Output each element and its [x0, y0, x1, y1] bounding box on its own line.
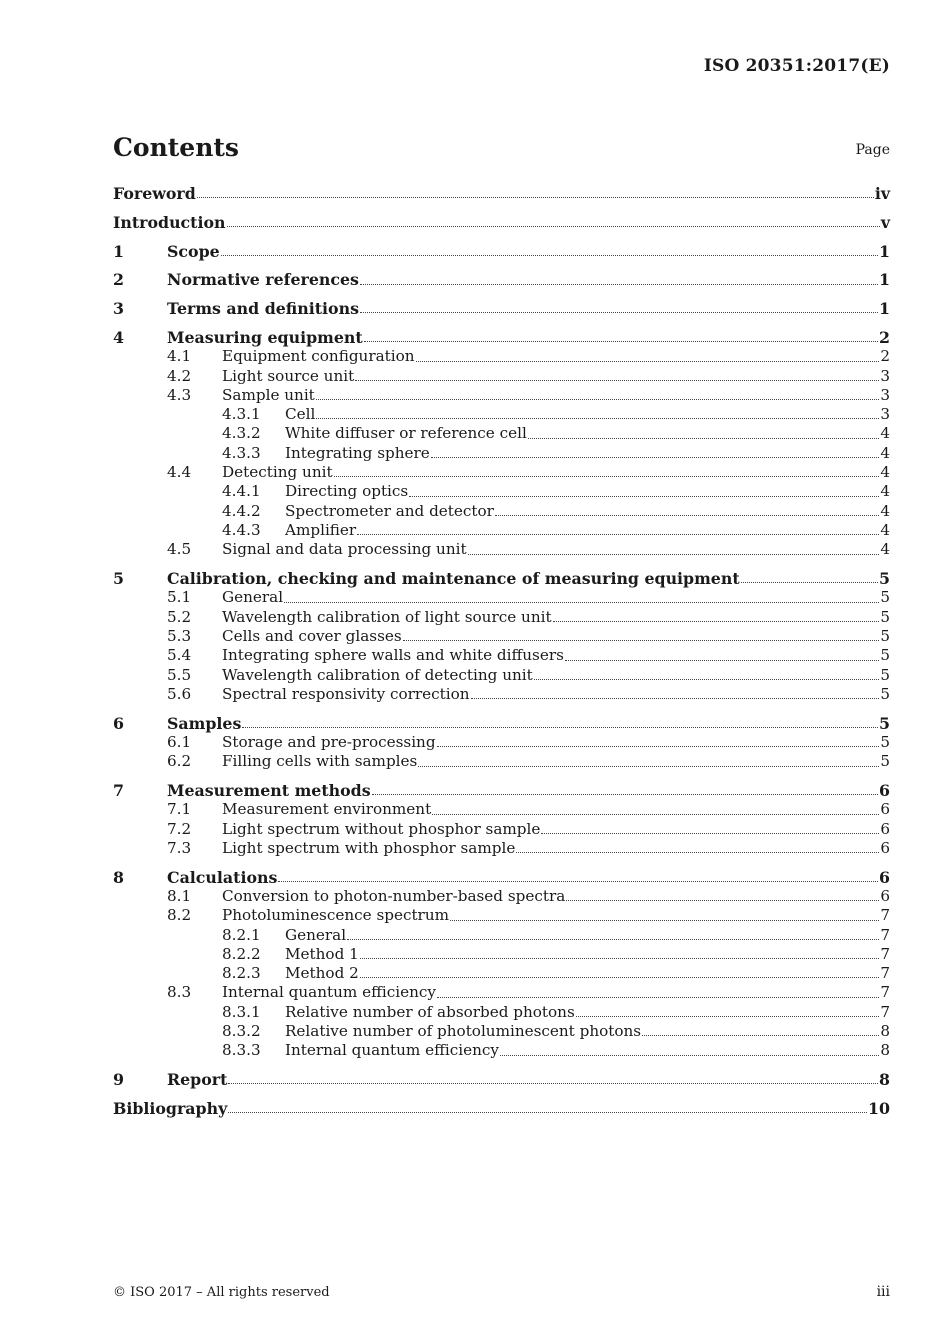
toc-entry-title: Wavelength calibration of light source unit: [222, 607, 552, 626]
toc-entry-page: 8: [880, 1022, 890, 1041]
toc-entry[interactable]: [113, 983, 890, 1002]
toc-entry-page: 5: [880, 588, 890, 607]
dot-leader: [347, 939, 879, 940]
toc-entry-page: 6: [880, 887, 890, 905]
toc-entry-title: Internal quantum efficiency: [285, 1041, 499, 1060]
toc-entry-page: 7: [880, 944, 890, 963]
dot-leader: [741, 582, 878, 583]
toc-entry[interactable]: [113, 945, 890, 964]
toc-entry-number: 6: [113, 713, 124, 733]
toc-entry-title: Storage and pre-processing: [222, 732, 436, 751]
toc-entry-title: Calculations: [167, 867, 278, 887]
toc-entry-page: 5: [879, 713, 890, 733]
toc-entry-number: 6.1: [167, 732, 192, 751]
toc-entry-page: 1: [879, 299, 890, 319]
toc-entry-title: Equipment configuration: [222, 347, 415, 366]
dot-leader: [576, 1016, 880, 1017]
toc-entry-title: Terms and definitions: [167, 299, 359, 319]
toc-entry-page: 6: [880, 838, 890, 857]
toc-entry-page: 8: [880, 1041, 890, 1060]
toc-entry[interactable]: [113, 685, 890, 704]
dot-leader: [500, 1055, 879, 1056]
toc-entry-page: 4: [880, 520, 890, 539]
dot-leader: [642, 1035, 879, 1036]
table-of-contents: [113, 184, 890, 1118]
toc-entry[interactable]: [113, 1099, 890, 1118]
dot-leader: [566, 900, 879, 901]
toc-entry-title: Scope: [167, 241, 220, 261]
toc-entry-title: Integrating sphere walls and white diffusers: [222, 646, 564, 665]
toc-entry-number: 4.4: [167, 463, 192, 482]
dot-leader: [228, 1083, 878, 1084]
toc-entry[interactable]: [113, 627, 890, 646]
toc-entry[interactable]: [113, 424, 890, 443]
toc-entry-page: v: [880, 212, 890, 232]
toc-entry[interactable]: [113, 367, 890, 386]
dot-leader: [432, 814, 879, 815]
toc-entry-number: 4.3: [167, 385, 192, 404]
toc-entry[interactable]: [113, 752, 890, 771]
toc-entry-number: 3: [113, 299, 124, 319]
toc-entry[interactable]: [113, 714, 890, 733]
toc-entry[interactable]: [113, 646, 890, 665]
dot-leader: [284, 602, 879, 603]
toc-entry-title: Spectral responsivity correction: [222, 684, 470, 703]
toc-entry-number: 8.2.1: [222, 925, 261, 944]
dot-leader: [227, 226, 880, 227]
toc-entry-number: 7.3: [167, 838, 192, 857]
toc-entry[interactable]: [113, 733, 890, 752]
toc-entry-title: Normative references: [167, 270, 359, 290]
toc-entry-title: Samples: [167, 713, 242, 733]
dot-leader: [431, 457, 880, 458]
dot-leader: [409, 496, 879, 497]
toc-entry-title: Method 2: [285, 964, 359, 983]
toc-entry-page: 6: [880, 800, 890, 819]
toc-entry[interactable]: [113, 906, 890, 925]
toc-entry-title: Bibliography: [113, 1098, 228, 1118]
toc-entry[interactable]: [113, 405, 890, 424]
toc-entry-number: 5: [113, 569, 124, 589]
dot-leader: [468, 554, 880, 555]
toc-entry-page: 1: [879, 270, 890, 290]
dot-leader: [437, 746, 880, 747]
toc-entry-page: 6: [880, 819, 890, 838]
toc-entry-title: Relative number of absorbed photons: [285, 1002, 575, 1021]
toc-entry-page: 3: [880, 405, 890, 424]
dot-leader: [360, 977, 880, 978]
dot-leader: [495, 515, 879, 516]
toc-entry-title: Filling cells with samples: [222, 752, 418, 771]
toc-entry-number: 5.5: [167, 665, 192, 684]
toc-entry-number: 5.2: [167, 607, 192, 626]
toc-entry-number: 4.3.2: [222, 424, 261, 443]
document-id: ISO 20351:2017(E): [703, 56, 890, 76]
toc-entry-page: 4: [880, 424, 890, 443]
toc-entry-page: 8: [879, 1070, 890, 1090]
toc-entry-title: Calibration, checking and maintenance of measuring equipment: [167, 569, 740, 589]
toc-entry-number: 4.3.1: [222, 405, 261, 424]
toc-entry[interactable]: [113, 482, 890, 501]
toc-entry[interactable]: [113, 184, 890, 203]
toc-entry-number: 4.4.3: [222, 520, 261, 539]
toc-entry-title: Measuring equipment: [167, 327, 363, 347]
copyright-notice: © ISO 2017 – All rights reserved: [113, 1285, 330, 1300]
toc-entry-title: Light spectrum with phosphor sample: [222, 838, 516, 857]
toc-entry-title: Detecting unit: [222, 463, 333, 482]
toc-entry-page: 5: [880, 752, 890, 771]
toc-entry-title: Directing optics: [285, 482, 409, 501]
toc-entry-number: 7.1: [167, 800, 192, 819]
toc-entry-page: 7: [880, 983, 890, 1002]
toc-entry[interactable]: [113, 588, 890, 607]
toc-entry-number: 8.3.1: [222, 1002, 261, 1021]
dot-leader: [553, 621, 880, 622]
toc-entry[interactable]: [113, 1041, 890, 1060]
toc-entry-page: 3: [880, 385, 890, 404]
toc-entry-number: 8.2.3: [222, 964, 261, 983]
dot-leader: [372, 794, 878, 795]
toc-entry-title: Cell: [285, 405, 316, 424]
toc-entry-page: 6: [879, 781, 890, 801]
toc-entry-number: 5.1: [167, 588, 192, 607]
toc-entry-number: 8.1: [167, 887, 192, 905]
toc-entry-page: 4: [880, 540, 890, 559]
dot-leader: [197, 197, 874, 198]
toc-entry-title: White diffuser or reference cell: [285, 424, 527, 443]
toc-entry-number: 5.6: [167, 684, 192, 703]
toc-entry-number: 1: [113, 241, 124, 261]
dot-leader: [357, 534, 879, 535]
dot-leader: [403, 640, 880, 641]
dot-leader: [316, 418, 879, 419]
toc-entry-page: 6: [879, 867, 890, 887]
toc-entry-title: Method 1: [285, 944, 359, 963]
toc-entry-number: 4.4.1: [222, 482, 261, 501]
page-column-label: Page: [855, 142, 890, 158]
toc-entry-number: 8.2.2: [222, 944, 261, 963]
toc-entry-title: Signal and data processing unit: [222, 540, 467, 559]
dot-leader: [228, 1112, 867, 1113]
toc-entry-page: 10: [868, 1098, 890, 1118]
toc-entry-page: 5: [880, 646, 890, 665]
toc-entry-number: 4: [113, 327, 124, 347]
toc-entry-title: Internal quantum efficiency: [222, 983, 436, 1002]
toc-entry[interactable]: [113, 926, 890, 945]
toc-entry-number: 9: [113, 1070, 124, 1090]
toc-entry-number: 8.2: [167, 906, 192, 925]
toc-entry-page: 3: [880, 366, 890, 385]
toc-entry-number: 7: [113, 781, 124, 801]
toc-entry[interactable]: [113, 347, 890, 366]
toc-entry-title: Light spectrum without phosphor sample: [222, 819, 541, 838]
toc-entry-number: 8: [113, 867, 124, 887]
toc-entry-title: General: [285, 925, 347, 944]
dot-leader: [437, 997, 879, 998]
toc-entry-number: 7.2: [167, 819, 192, 838]
toc-entry[interactable]: [113, 299, 890, 318]
toc-entry-page: 7: [880, 925, 890, 944]
toc-entry-page: 2: [880, 347, 890, 366]
toc-entry-page: 5: [880, 684, 890, 703]
toc-entry[interactable]: [113, 270, 890, 289]
toc-entry-page: 5: [880, 732, 890, 751]
toc-entry-number: 5.3: [167, 626, 192, 645]
toc-entry[interactable]: [113, 521, 890, 540]
toc-entry-title: Measurement methods: [167, 781, 371, 801]
toc-entry-title: Conversion to photon-number-based spectra: [222, 887, 566, 905]
dot-leader: [221, 255, 878, 256]
toc-entry-page: 4: [880, 482, 890, 501]
toc-entry[interactable]: [113, 569, 890, 588]
dot-leader: [334, 476, 880, 477]
toc-entry-page: 7: [880, 1002, 890, 1021]
toc-entry[interactable]: [113, 242, 890, 261]
toc-entry[interactable]: [113, 213, 890, 232]
dot-leader: [242, 727, 878, 728]
toc-entry-page: 4: [880, 443, 890, 462]
toc-entry[interactable]: [113, 540, 890, 559]
dot-leader: [416, 361, 880, 362]
toc-entry[interactable]: [113, 820, 890, 839]
toc-entry-page: iv: [874, 184, 890, 203]
toc-entry-title: Sample unit: [222, 385, 315, 404]
toc-entry-title: Spectrometer and detector: [285, 501, 494, 520]
toc-entry[interactable]: [113, 386, 890, 405]
contents-heading: Contents: [113, 133, 240, 162]
dot-leader: [516, 852, 879, 853]
toc-entry-number: 8.3.3: [222, 1041, 261, 1060]
toc-entry[interactable]: [113, 781, 890, 800]
dot-leader: [364, 341, 878, 342]
toc-entry[interactable]: [113, 1003, 890, 1022]
toc-entry-title: General: [222, 588, 284, 607]
dot-leader: [360, 312, 878, 313]
toc-entry-page: 7: [880, 906, 890, 925]
toc-entry-number: 5.4: [167, 646, 192, 665]
toc-entry-number: 4.2: [167, 366, 192, 385]
toc-entry-title: Light source unit: [222, 366, 355, 385]
toc-entry-number: 8.3: [167, 983, 192, 1002]
toc-entry-page: 5: [879, 569, 890, 589]
dot-leader: [528, 438, 879, 439]
dot-leader: [278, 881, 878, 882]
toc-entry-page: 5: [880, 607, 890, 626]
dot-leader: [471, 698, 880, 699]
toc-entry-title: Amplifier: [285, 520, 357, 539]
toc-entry-title: Integrating sphere: [285, 443, 430, 462]
toc-entry[interactable]: [113, 839, 890, 858]
toc-entry[interactable]: [113, 608, 890, 627]
toc-entry-title: Photoluminescence spectrum: [222, 906, 450, 925]
toc-entry[interactable]: [113, 887, 890, 906]
toc-entry[interactable]: [113, 666, 890, 685]
dot-leader: [360, 958, 880, 959]
toc-entry-title: Report: [167, 1070, 228, 1090]
toc-entry-number: 4.1: [167, 347, 192, 366]
toc-entry-title: Introduction: [113, 212, 226, 232]
toc-entry-number: 2: [113, 270, 124, 290]
toc-entry-page: 4: [880, 501, 890, 520]
toc-entry-page: 7: [880, 964, 890, 983]
toc-entry[interactable]: [113, 1022, 890, 1041]
toc-entry-page: 1: [879, 241, 890, 261]
toc-entry-number: 8.3.2: [222, 1022, 261, 1041]
dot-leader: [355, 380, 879, 381]
dot-leader: [316, 399, 880, 400]
page-number: iii: [876, 1284, 890, 1300]
toc-entry-number: 4.3.3: [222, 443, 261, 462]
toc-entry[interactable]: [113, 463, 890, 482]
toc-entry-page: 5: [880, 626, 890, 645]
toc-entry-page: 4: [880, 463, 890, 482]
dot-leader: [450, 920, 879, 921]
toc-entry[interactable]: [113, 328, 890, 347]
dot-leader: [418, 766, 879, 767]
toc-entry[interactable]: [113, 868, 890, 887]
toc-entry-title: Measurement environment: [222, 800, 432, 819]
toc-entry-title: Wavelength calibration of detecting unit: [222, 665, 533, 684]
toc-entry[interactable]: [113, 964, 890, 983]
toc-entry[interactable]: [113, 1070, 890, 1089]
dot-leader: [360, 284, 878, 285]
toc-entry-title: Foreword: [113, 184, 196, 203]
toc-entry-title: Relative number of photoluminescent photons: [285, 1022, 642, 1041]
dot-leader: [541, 833, 879, 834]
dot-leader: [534, 679, 880, 680]
toc-entry-number: 4.4.2: [222, 501, 261, 520]
toc-entry-page: 5: [880, 665, 890, 684]
toc-entry[interactable]: [113, 502, 890, 521]
toc-entry[interactable]: [113, 444, 890, 463]
dot-leader: [565, 660, 879, 661]
toc-entry-number: 6.2: [167, 752, 192, 771]
toc-entry-title: Cells and cover glasses: [222, 626, 402, 645]
toc-entry[interactable]: [113, 800, 890, 819]
toc-entry-page: 2: [879, 327, 890, 347]
toc-entry-number: 4.5: [167, 540, 192, 559]
